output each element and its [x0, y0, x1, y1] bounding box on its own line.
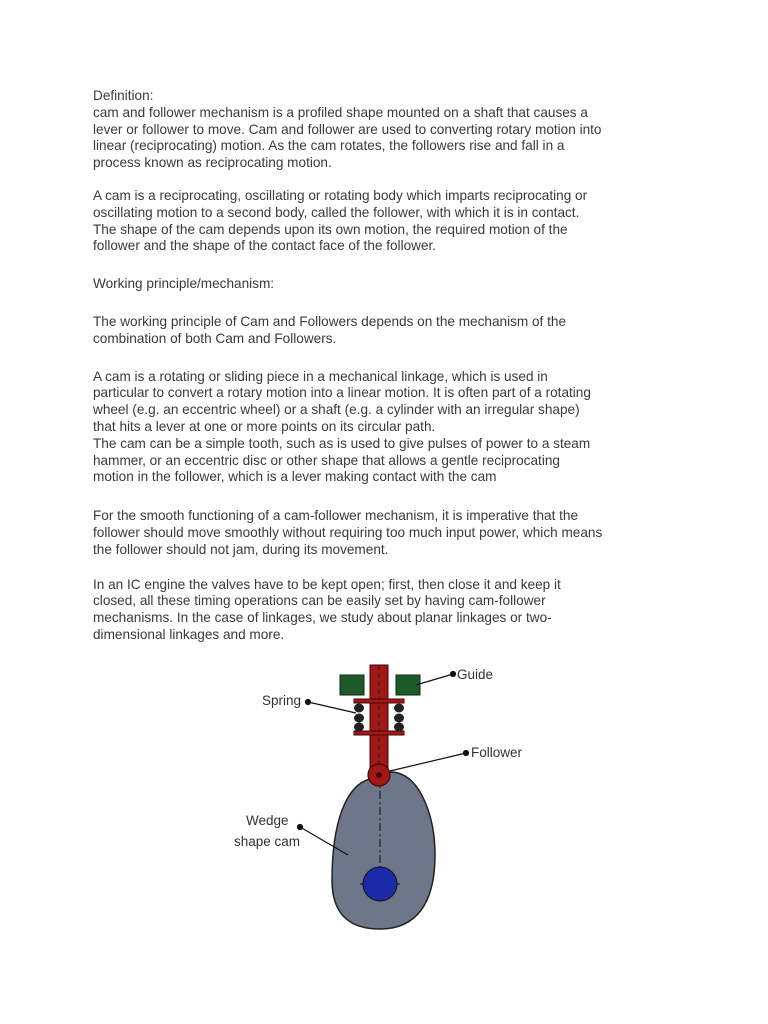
working-principle-paragraph: [93, 314, 683, 348]
ic-engine-paragraph: [93, 577, 683, 644]
text-line: wheel (e.g. an eccentric wheel) or a shaft (e.g. a cylinder with an irregular shape): [93, 402, 580, 418]
text-line: mechanisms. In the case of linkages, we study about planar linkages or two-: [93, 610, 552, 626]
spring-bottom-plate: [354, 731, 404, 735]
text-line: A cam is a reciprocating, oscillating or rotating body which imparts reciprocating or: [93, 187, 588, 203]
spring-label: Spring: [262, 693, 302, 708]
text-line: oscillating motion to a second body, called the follower, with which it is in contact.: [93, 204, 580, 220]
definition-paragraph: [93, 88, 683, 172]
cam-description-paragraph: [93, 188, 683, 255]
text-line: the follower should not jam, during its movement.: [93, 541, 389, 557]
text-line: process known as reciprocating motion.: [93, 155, 332, 171]
text-line: hammer, or an eccentric disc or other shape that allows a gentle reciprocating: [93, 452, 560, 468]
text-line: follower should move smoothly without requiring too much input power, which means: [93, 524, 603, 540]
cam-label-line1: Wedge: [246, 813, 289, 828]
text-line: In an IC engine the valves have to be kept open; first, then close it and keep it: [93, 576, 561, 592]
text-line: linear (reciprocating) motion. As the cam rotates, the followers rise and fall in a: [93, 138, 565, 154]
wedge-cam-shape: [332, 772, 435, 929]
text-line: cam and follower mechanism is a profiled shape mounted on a shaft that causes a: [93, 104, 588, 120]
text-line: lever or follower to move. Cam and follower are used to converting rotary motion into: [93, 121, 602, 137]
text-line: For the smooth functioning of a cam-follower mechanism, it is imperative that the: [93, 508, 579, 524]
text-line: particular to convert a rotary motion into a linear motion. It is often part of a rotating: [93, 385, 591, 401]
text-line: The shape of the cam depends upon its own motion, the required motion of the: [93, 221, 568, 237]
guide-left-block: [340, 675, 364, 695]
text-line: that hits a lever at one or more points on its circular path.: [93, 418, 436, 434]
document-body: [93, 88, 683, 644]
text-line: A cam is a rotating or sliding piece in a mechanical linkage, which is used in: [93, 368, 548, 384]
text-line: The working principle of Cam and Followers depends on the mechanism of the: [93, 313, 567, 329]
text-line: motion in the follower, which is a lever making contact with the cam: [93, 469, 497, 485]
smooth-functioning-paragraph: [93, 508, 683, 558]
working-principle-heading: [93, 276, 683, 293]
text-line: follower and the shape of the contact face of the follower.: [93, 238, 437, 254]
cam-shaft-circle: [363, 867, 397, 901]
diagram-svg: [220, 655, 530, 940]
guide-label: Guide: [457, 667, 494, 682]
cam-label-line2: shape cam: [234, 834, 301, 849]
text-line: closed, all these timing operations can be easily set by having cam-follower: [93, 593, 546, 609]
cam-linkage-paragraph: [93, 369, 683, 487]
text-line: Working principle/mechanism:: [93, 276, 275, 292]
follower-roller-pin: [376, 772, 382, 778]
follower-label: Follower: [471, 745, 523, 760]
cam-follower-diagram: [220, 655, 530, 940]
text-line: Definition:: [93, 88, 154, 103]
text-line: combination of both Cam and Followers.: [93, 330, 337, 346]
text-line: The cam can be a simple tooth, such as is used to give pulses of power to a steam: [93, 435, 591, 451]
spring-top-plate: [354, 699, 404, 703]
text-line: dimensional linkages and more.: [93, 626, 285, 642]
